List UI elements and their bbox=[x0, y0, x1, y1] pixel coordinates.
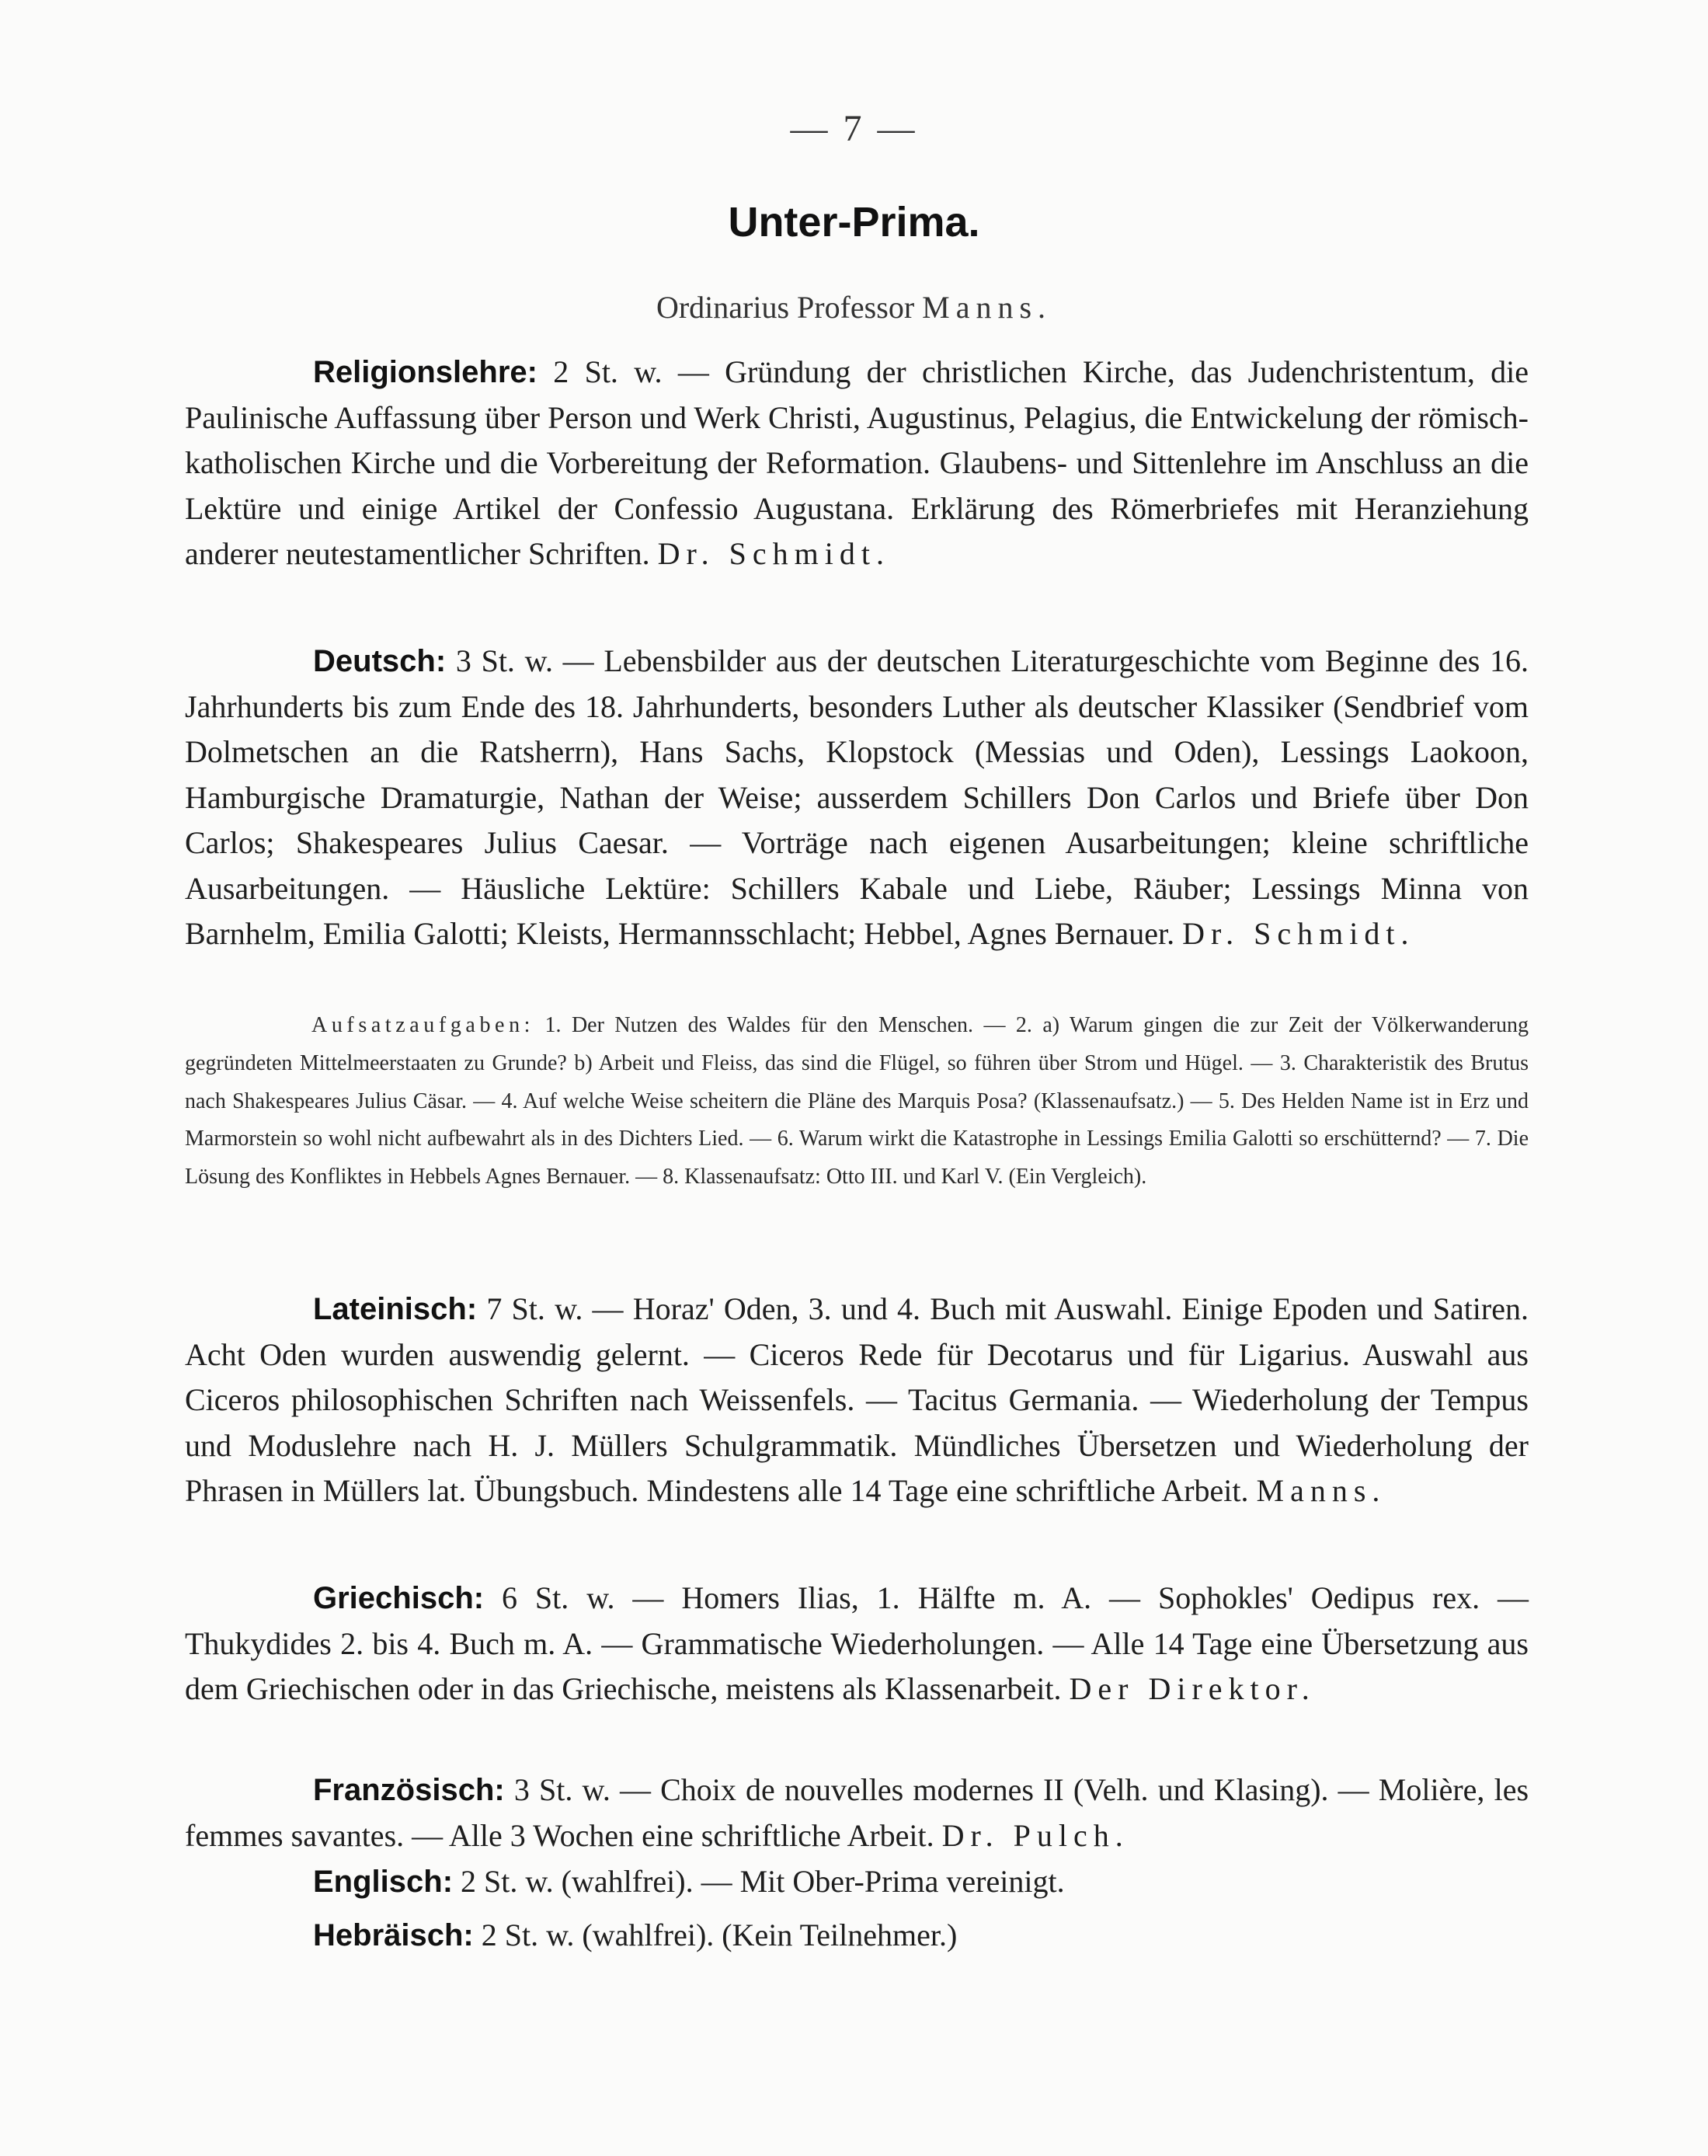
subject-griechisch-text: 6 St. w. — Homers Ilias, 1. Hälfte m. A. — Sophokles' Oedipus rex. — Thukydides 2. bis 4. Buch m. A. — Grammatische Wiederholungen. — Alle 14 Tage eine Übersetzung aus dem Griechischen oder in das Griechische, meistens als Klassenarbeit. bbox=[185, 1580, 1529, 1706]
subject-franzoesisch-text: 3 St. w. — Choix de nouvelles modernes II (Velh. und Klasing). — Molière, les femmes savantes. — Alle 3 Wochen eine schriftliche Arbeit. bbox=[185, 1772, 1529, 1853]
subject-religion bbox=[185, 350, 1529, 577]
subject-deutsch-name: Deutsch: bbox=[313, 644, 447, 678]
subject-hebraeisch bbox=[185, 1913, 1529, 1959]
ordinarius-prefix: Ordinarius Professor bbox=[656, 290, 915, 325]
subject-religion-name: Religionslehre: bbox=[313, 355, 537, 389]
subject-franzoesisch-name: Französisch: bbox=[313, 1773, 505, 1807]
subject-deutsch bbox=[185, 639, 1529, 957]
subject-franzoesisch-paragraph bbox=[185, 1768, 1529, 1858]
subject-franzoesisch-teacher: Dr. Pulch. bbox=[941, 1817, 1129, 1853]
section-title: Unter-Prima. bbox=[728, 199, 980, 246]
subject-latein bbox=[185, 1287, 1529, 1514]
aufsatz-topics bbox=[185, 1007, 1529, 1196]
subject-religion-teacher: Dr. Schmidt. bbox=[657, 536, 890, 571]
subject-griechisch-teacher: Der Direktor. bbox=[1069, 1671, 1316, 1706]
aufsatz-label: Aufsatzaufgaben: bbox=[311, 1013, 535, 1037]
subject-englisch-paragraph bbox=[185, 1859, 1529, 1905]
subject-griechisch bbox=[185, 1576, 1529, 1712]
aufsatz-paragraph bbox=[185, 1007, 1529, 1196]
subject-griechisch-paragraph bbox=[185, 1576, 1529, 1712]
subject-englisch-text: 2 St. w. (wahlfrei). — Mit Ober-Prima vereinigt. bbox=[461, 1864, 1065, 1899]
subject-religion-text: 2 St. w. — Gründung der christlichen Kirche, das Judenchristentum, die Paulinische Auffassung über Person und Werk Christi, Augustinus, Pelagius, die Entwickelung der römisch-katholischen Kirche und die Vorbereitung der Reformation. Glaubens- und Sittenlehre im Anschluss an die Lektüre und einige Artikel der Confessio Augustana. Erklärung des Römerbriefes mit Heranziehung anderer neutestamentlicher Schriften. bbox=[185, 354, 1529, 571]
subject-latein-teacher: Manns. bbox=[1256, 1473, 1386, 1508]
subject-hebraeisch-name: Hebräisch: bbox=[313, 1918, 474, 1952]
subject-hebraeisch-paragraph bbox=[185, 1913, 1529, 1959]
page-number: — 7 — bbox=[790, 108, 918, 149]
subject-latein-text: 7 St. w. — Horaz' Oden, 3. und 4. Buch mit Auswahl. Einige Epoden und Satiren. Acht Oden wurden auswendig gelernt. — Ciceros Rede für Decotarus und für Ligarius. Auswahl aus Ciceros philosophischen Schriften nach Weissenfels. — Tacitus Germania. — Wiederholung der Tempus und Moduslehre nach H. J. Müllers Schulgrammatik. Mündliches Übersetzen und Wiederholung der Phrasen in Müllers lat. Übungsbuch. Mindestens alle 14 Tage eine schriftliche Arbeit. bbox=[185, 1291, 1529, 1508]
subject-deutsch-text: 3 St. w. — Lebensbilder aus der deutschen Literaturgeschichte vom Beginne des 16. Jahrhunderts bis zum Ende des 18. Jahrhunderts, besonders Luther als deutscher Klassiker (Sendbrief vom Dolmetschen an die Ratsherrn), Hans Sachs, Klopstock (Messias und Oden), Lessings Laokoon, Hamburgische Dramaturgie, Nathan der Weise; ausserdem Schillers Don Carlos und Briefe über Don Carlos; Shakespeares Julius Caesar. — Vorträge nach eigenen Ausarbeitungen; kleine schriftliche Ausarbeitungen. — Häusliche Lektüre: Schillers Kabale und Liebe, Räuber; Lessings Minna von Barnhelm, Emilia Galotti; Kleists, Hermannsschlacht; Hebbel, Agnes Bernauer. bbox=[185, 643, 1529, 951]
ordinarius-line bbox=[0, 289, 1708, 326]
ordinarius-name: Manns. bbox=[922, 290, 1052, 325]
subject-deutsch-teacher: Dr. Schmidt. bbox=[1182, 916, 1415, 951]
subject-latein-name: Lateinisch: bbox=[313, 1292, 478, 1326]
subject-deutsch-paragraph bbox=[185, 639, 1529, 957]
subject-englisch bbox=[185, 1859, 1529, 1905]
subject-latein-paragraph bbox=[185, 1287, 1529, 1514]
subject-englisch-name: Englisch: bbox=[313, 1865, 454, 1899]
subject-hebraeisch-text: 2 St. w. (wahlfrei). (Kein Teilnehmer.) bbox=[481, 1917, 958, 1952]
aufsatz-text: 1. Der Nutzen des Waldes für den Menschen. — 2. a) Warum gingen die zur Zeit der Völkerwanderung gegründeten Mittelmeerstaaten zu Grunde? b) Arbeit und Fleiss, das sind die Flügel, so führen über Strom und Hügel. — 3. Charakteristik des Brutus nach Shakespeares Julius Cäsar. — 4. Auf welche Weise scheitern die Pläne des Marquis Posa? (Klassenaufsatz.) — 5. Des Helden Name ist in Erz und Marmorstein so wohl nicht aufbewahrt als in des Dichters Lied. — 6. Warum wirkt die Katastrophe in Lessings Emilia Galotti so erschütternd? — 7. Die Lösung des Konfliktes in Hebbels Agnes Bernauer. — 8. Klassenaufsatz: Otto III. und Karl V. (Ein Vergleich). bbox=[185, 1013, 1529, 1189]
subject-griechisch-name: Griechisch: bbox=[313, 1581, 485, 1615]
subject-religion-paragraph bbox=[185, 350, 1529, 577]
subject-franzoesisch bbox=[185, 1768, 1529, 1858]
